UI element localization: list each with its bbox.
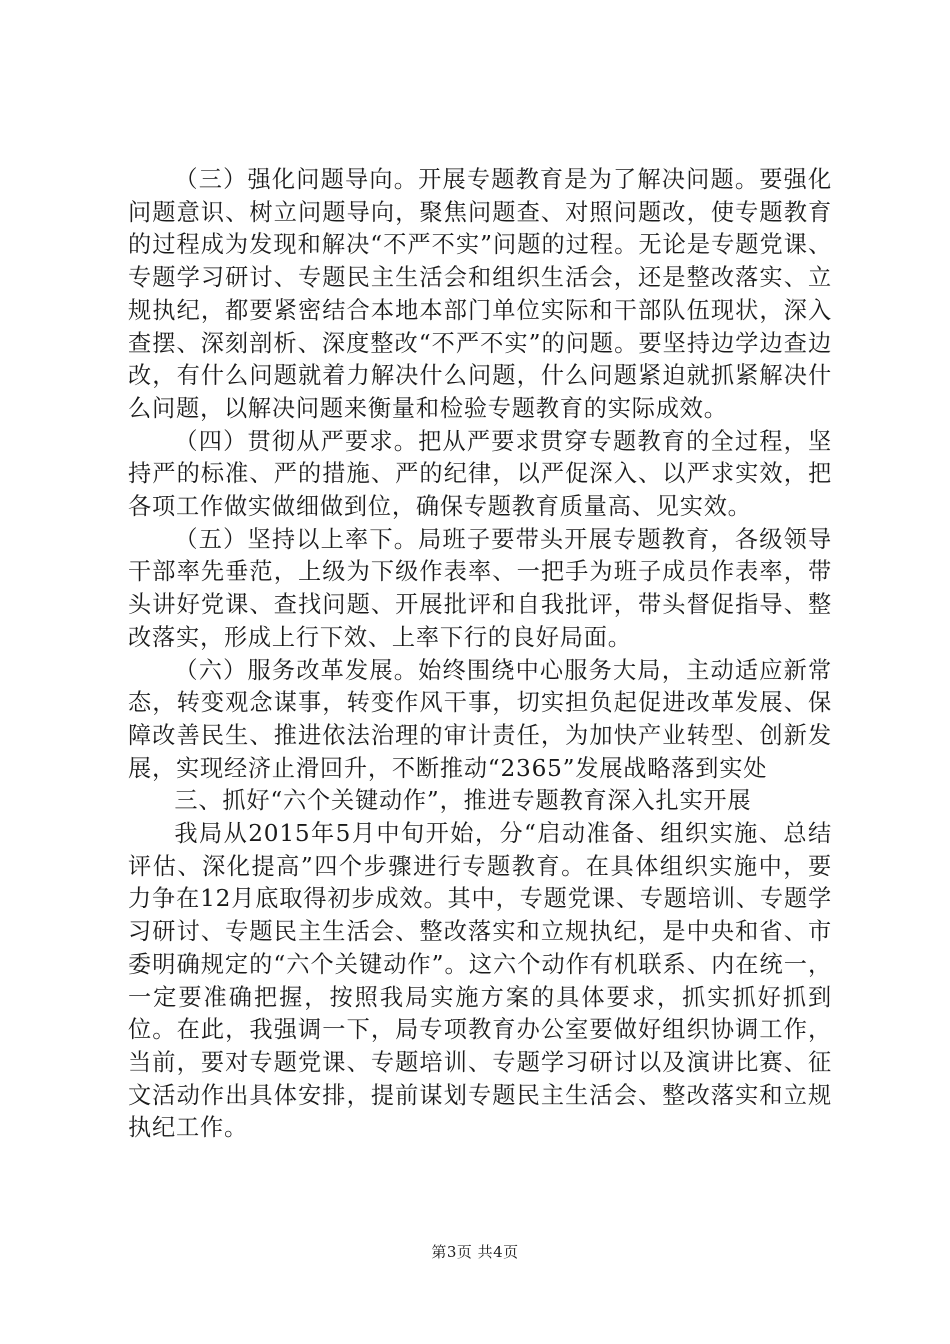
page-number-footer: 第3页 共4页 bbox=[431, 1243, 519, 1261]
paragraph-lead-by-example: （五）坚持以上率下。局班子要带头开展专题教育，各级领导干部率先垂范，上级为下级作表率、一把手为班子成员作表率，带头讲好党课、查找问题、开展批评和自我批评，带头督促指导、整改落实，形成上行下效、上率下行的良好局面。 bbox=[128, 525, 832, 651]
paragraph-serve-reform: （六）服务改革发展。始终围绕中心服务大局，主动适应新常态，转变观念谋事，转变作风干事，切实担负起促进改革发展、保障改善民生、推进依法治理的审计责任，为加快产业转型、创新发展，实现经济止滑回升，不断推动“2365”发展战略落到实处 bbox=[128, 656, 832, 782]
paragraph-strict-requirements: （四）贯彻从严要求。把从严要求贯穿专题教育的全过程，坚持严的标准、严的措施、严的纪律，以严促深入、以严求实效，把各项工作做实做细做到位，确保专题教育质量高、见实效。 bbox=[128, 427, 832, 521]
document-body bbox=[128, 164, 832, 1145]
section-heading-six-actions: 三、抓好“六个关键动作”，推进专题教育深入扎实开展 bbox=[174, 787, 752, 815]
paragraph-implementation-plan: 我局从2015年5月中旬开始，分“启动准备、组织实施、总结评估、深化提高”四个步骤进行专题教育。在具体组织实施中，要力争在12月底取得初步成效。其中，专题党课、专题培训、专题学习研讨、专题民主生活会、整改落实和立规执纪，是中央和省、市委明确规定的“六个关键动作”。这六个动作有机联系、内在统一，一定要准确把握，按照我局实施方案的具体要求，抓实抓好抓到位。在此，我强调一下，局专项教育办公室要做好组织协调工作，当前，要对专题党课、专题培训、专题学习研讨以及演讲比赛、征文活动作出具体安排，提前谋划专题民主生活会、整改落实和立规执纪工作。 bbox=[128, 820, 832, 1142]
paragraph-problem-orientation: （三）强化问题导向。开展专题教育是为了解决问题。要强化问题意识、树立问题导向，聚焦问题查、对照问题改，使专题教育的过程成为发现和解决“不严不实”问题的过程。无论是专题党课、专题学习研讨、专题民主生活会和组织生活会，还是整改落实、立规执纪，都要紧密结合本地本部门单位实际和干部队伍现状，深入查摆、深刻剖析、深度整改“不严不实”的问题。要坚持边学边查边改，有什么问题就着力解决什么问题，什么问题紧迫就抓紧解决什么问题，以解决问题来衡量和检验专题教育的实际成效。 bbox=[128, 166, 832, 422]
